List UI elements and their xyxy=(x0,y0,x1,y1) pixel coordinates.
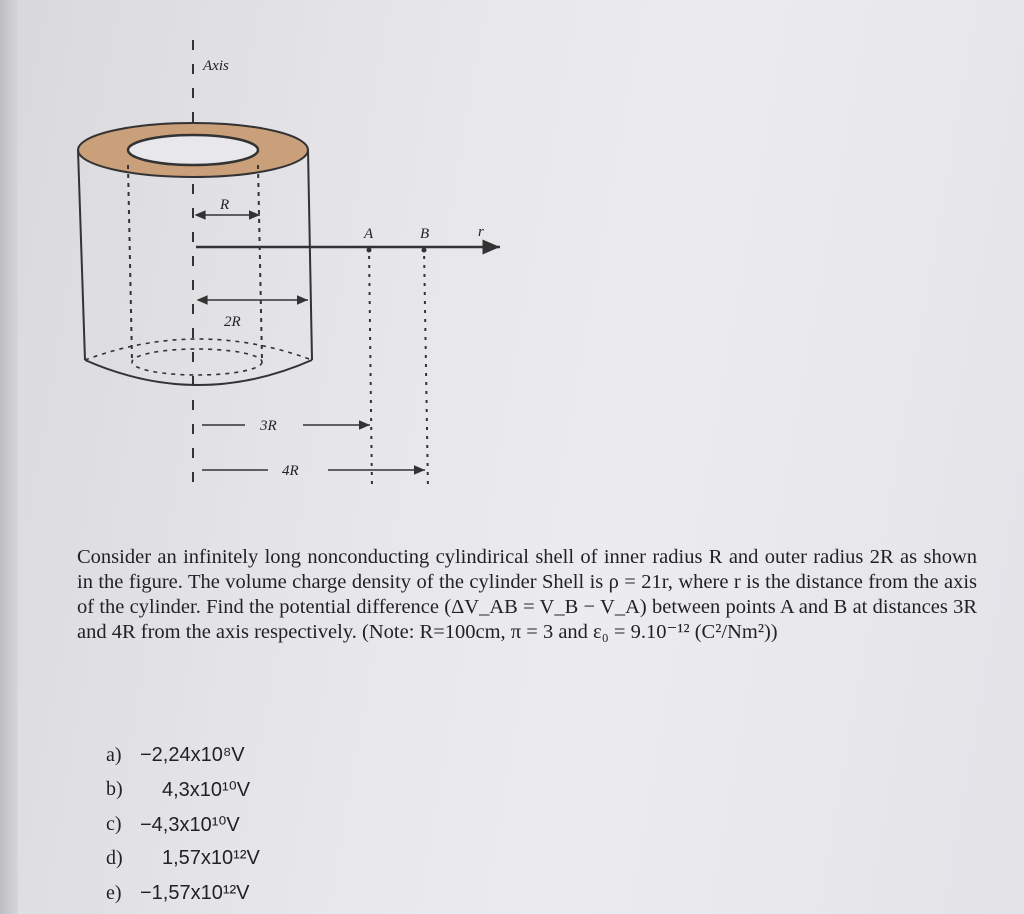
answer-value: 4,3x10¹⁰V xyxy=(162,779,251,802)
cylinder-figure xyxy=(0,0,560,520)
r-axis-label: r xyxy=(478,224,484,240)
answer-value: 1,57x10¹²V xyxy=(162,847,260,870)
answer-letter: b) xyxy=(106,778,123,801)
answer-option-d[interactable] xyxy=(106,842,506,877)
axis-label: Axis xyxy=(203,58,229,74)
dist-3r-label: 3R xyxy=(260,418,277,434)
answer-list xyxy=(106,738,506,911)
point-b-marker xyxy=(422,248,427,253)
problem-statement xyxy=(77,545,977,645)
inner-radius-label: R xyxy=(220,197,230,213)
answer-letter: e) xyxy=(106,881,122,904)
point-b-line xyxy=(424,247,428,490)
outer-bottom-back xyxy=(85,339,312,360)
answer-option-a[interactable] xyxy=(106,738,506,773)
problem-text: Consider an infinitely long nonconducting cylindirical shell of inner radius R and outer radius 2R as shown in the figure. The volume charge density of the cylinder Shell is ρ = 21r, where r is the distance from the axis of the cylinder. Find the potential difference (ΔV_AB = V_B − V_A) between points A and B at distances 3R and 4R from the axis respectively. (Note: R=100cm, π = 3 and ε₀ = 9.10⁻¹² (C²/Nm²)) xyxy=(77,546,977,643)
point-a-line xyxy=(369,247,372,490)
answer-letter: d) xyxy=(106,847,123,870)
answer-option-c[interactable] xyxy=(106,807,506,842)
outer-radius-label: 2R xyxy=(224,314,241,330)
point-a-label: A xyxy=(364,226,374,242)
outer-wall-right xyxy=(308,150,312,360)
outer-wall-left xyxy=(78,150,85,360)
outer-bottom-front xyxy=(85,360,312,385)
point-b-label: B xyxy=(420,226,430,242)
inner-bottom xyxy=(132,349,262,375)
inner-wall-left xyxy=(128,165,132,360)
dist-4r-label: 4R xyxy=(282,463,299,479)
answer-value: −2,24x10⁸V xyxy=(140,743,245,766)
answer-letter: a) xyxy=(106,743,122,766)
answer-option-e[interactable] xyxy=(106,876,506,911)
inner-hole-top xyxy=(128,135,258,165)
answer-letter: c) xyxy=(106,812,122,835)
answer-value: −4,3x10¹⁰V xyxy=(140,813,240,836)
answer-option-b[interactable] xyxy=(106,773,506,808)
inner-wall-right xyxy=(258,165,262,360)
answer-value: −1,57x10¹²V xyxy=(140,881,250,904)
point-a-marker xyxy=(367,248,372,253)
